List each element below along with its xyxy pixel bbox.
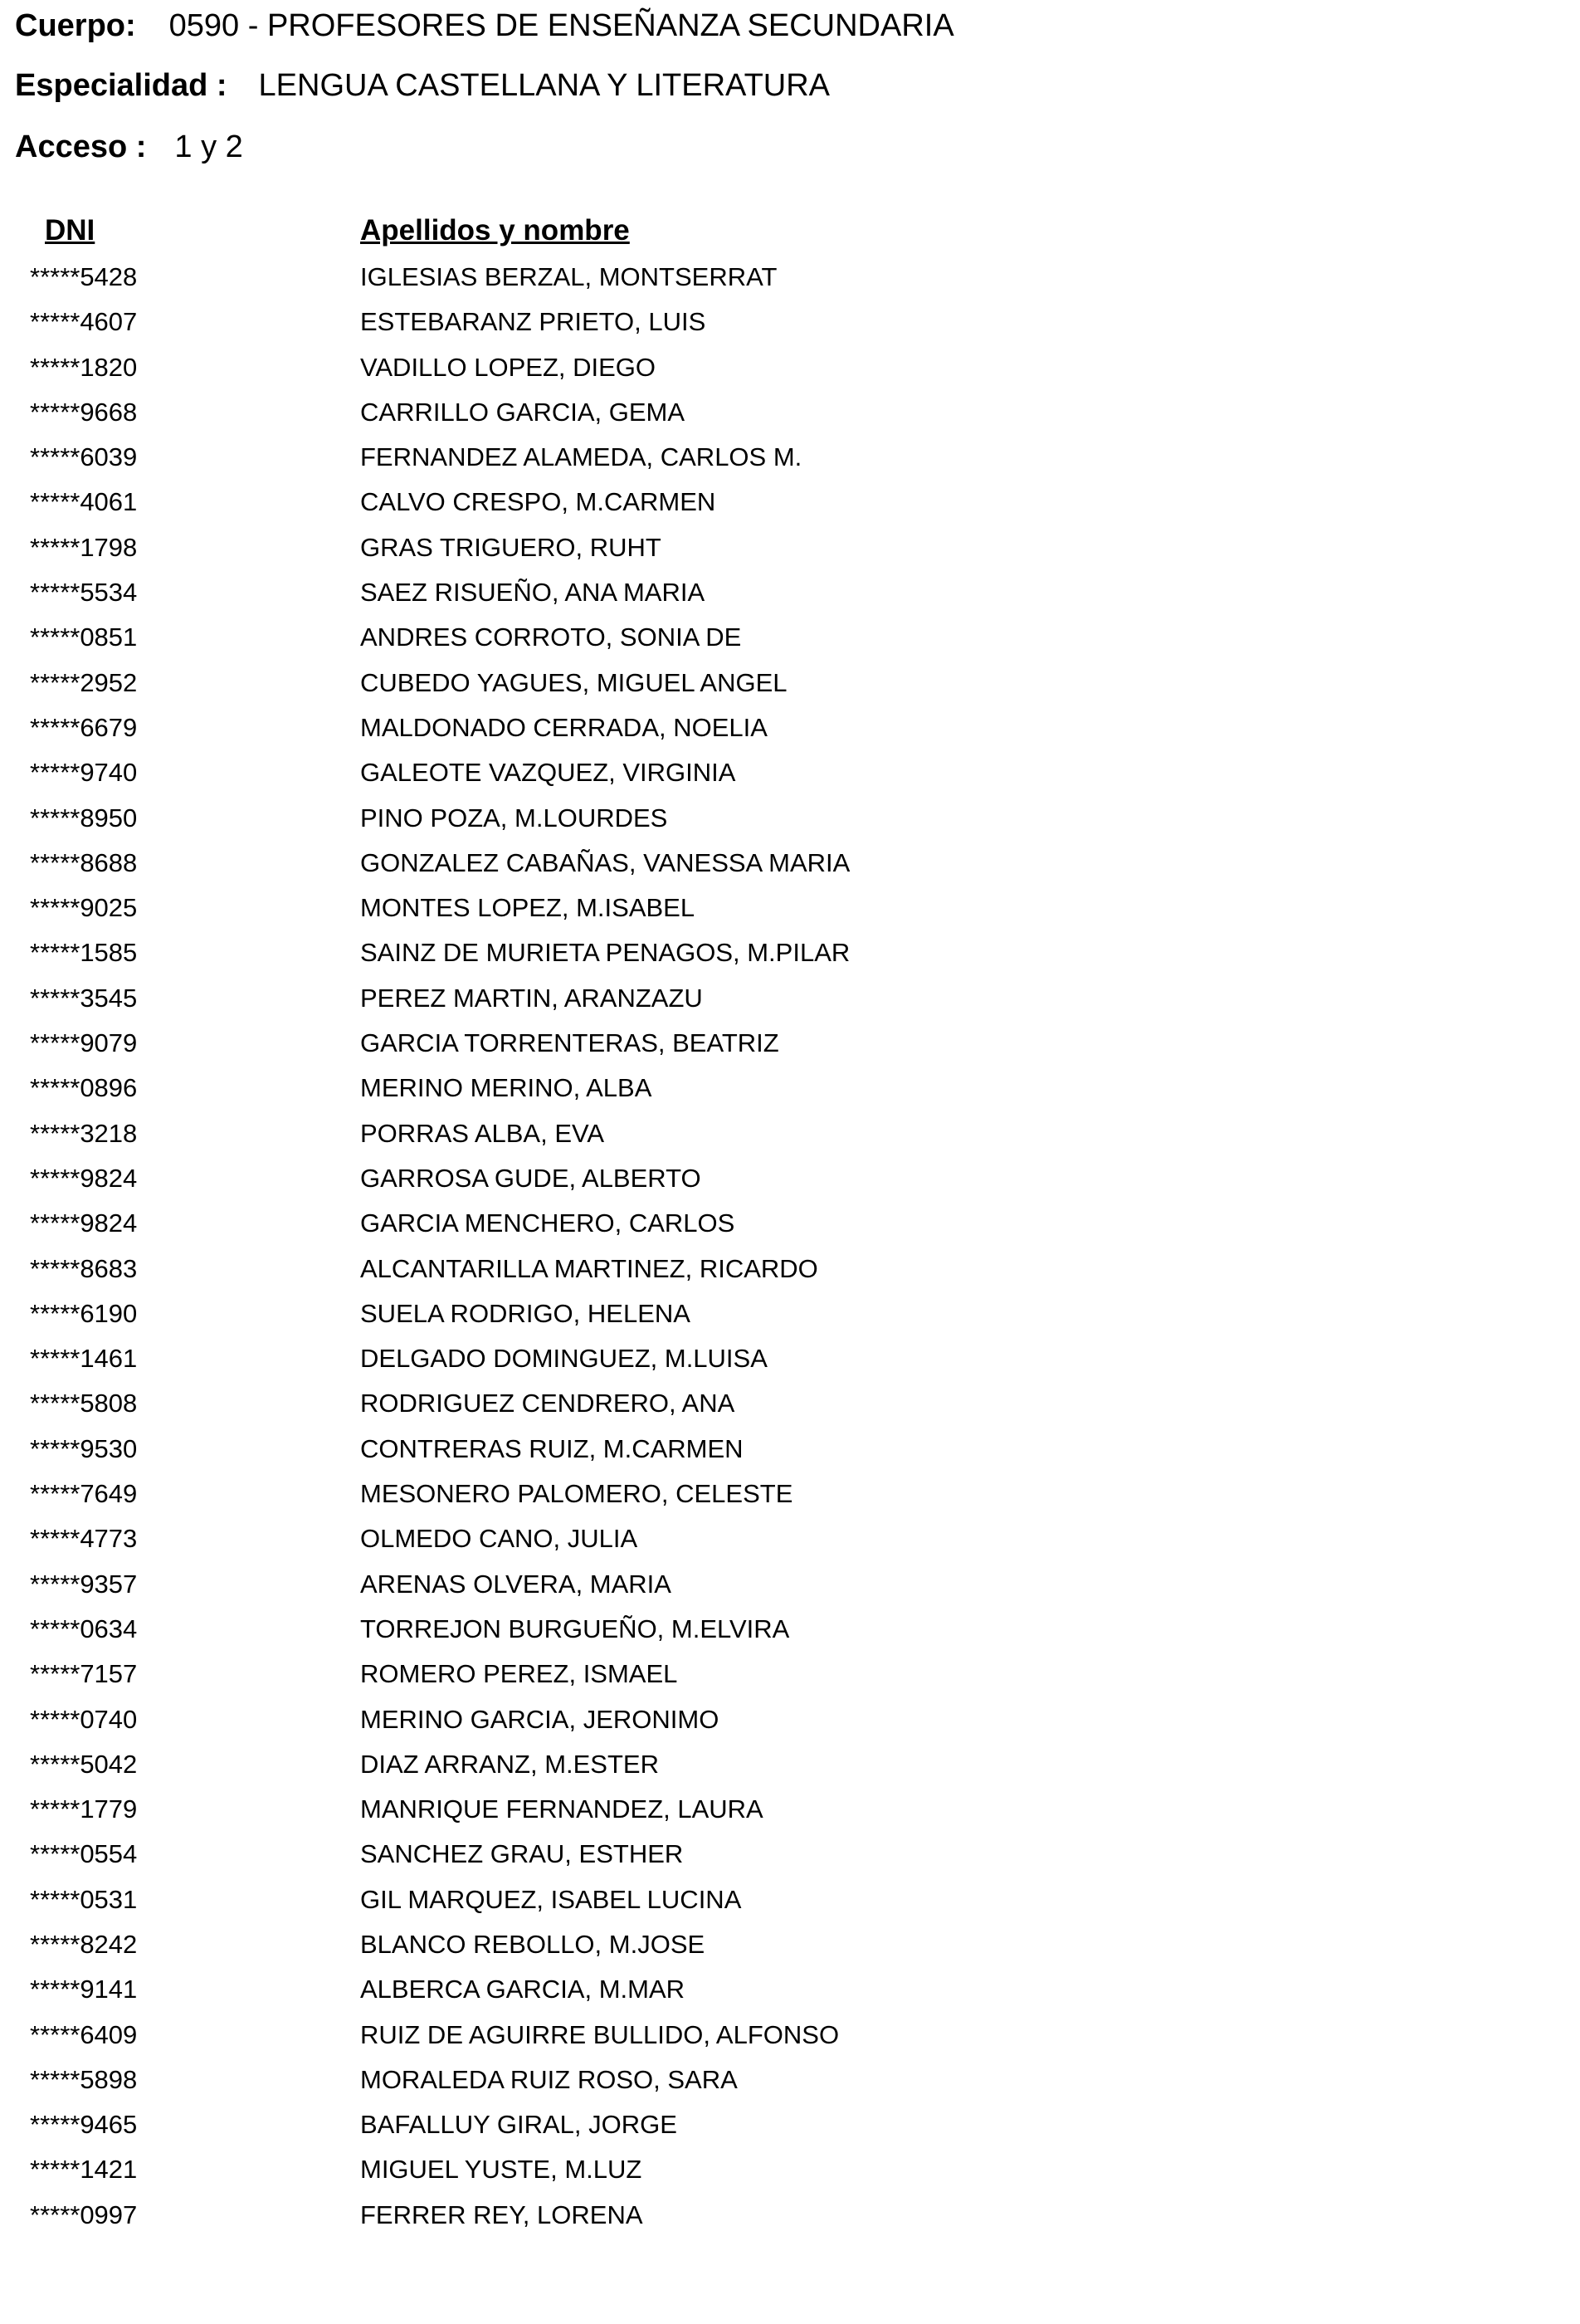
row-name: SAINZ DE MURIETA PENAGOS, M.PILAR bbox=[360, 938, 851, 968]
row-dni: *****9824 bbox=[30, 1163, 138, 1193]
row-dni: *****7157 bbox=[30, 1659, 138, 1689]
table-row bbox=[0, 802, 1580, 847]
table-row bbox=[0, 1162, 1580, 1207]
row-dni: *****6039 bbox=[30, 442, 138, 472]
row-name: BAFALLUY GIRAL, JORGE bbox=[360, 2110, 677, 2140]
row-name: GIL MARQUEZ, ISABEL LUCINA bbox=[360, 1884, 742, 1914]
table-row bbox=[0, 576, 1580, 621]
row-name: BLANCO REBOLLO, M.JOSE bbox=[360, 1929, 705, 1959]
table-row bbox=[0, 261, 1580, 305]
table-row bbox=[0, 1973, 1580, 2018]
row-dni: *****0851 bbox=[30, 622, 138, 652]
table-row bbox=[0, 441, 1580, 486]
row-dni: *****9025 bbox=[30, 893, 138, 923]
table-row bbox=[0, 351, 1580, 396]
table-row bbox=[0, 982, 1580, 1027]
table-row bbox=[0, 936, 1580, 981]
cuerpo-value: 0590 - PROFESORES DE ENSEÑANZA SECUNDARIA bbox=[168, 8, 954, 43]
table-row bbox=[0, 621, 1580, 666]
row-dni: *****5428 bbox=[30, 262, 138, 291]
table-row bbox=[0, 891, 1580, 936]
row-name: OLMEDO CANO, JULIA bbox=[360, 1524, 638, 1554]
row-name: CARRILLO GARCIA, GEMA bbox=[360, 397, 685, 427]
row-dni: *****9079 bbox=[30, 1028, 138, 1058]
row-name: IGLESIAS BERZAL, MONTSERRAT bbox=[360, 262, 778, 291]
table-row bbox=[0, 1027, 1580, 1072]
row-dni: *****8950 bbox=[30, 803, 138, 832]
table-row bbox=[0, 1117, 1580, 1162]
row-name: CUBEDO YAGUES, MIGUEL ANGEL bbox=[360, 667, 788, 697]
row-name: ESTEBARANZ PRIETO, LUIS bbox=[360, 307, 706, 337]
column-header-name: Apellidos y nombre bbox=[360, 214, 630, 247]
column-header-dni: DNI bbox=[45, 214, 95, 247]
row-name: MESONERO PALOMERO, CELESTE bbox=[360, 1479, 793, 1509]
table-row bbox=[0, 1252, 1580, 1297]
row-name: ALBERCA GARCIA, M.MAR bbox=[360, 1975, 685, 2004]
row-dni: *****8688 bbox=[30, 847, 138, 877]
row-dni: *****6679 bbox=[30, 712, 138, 742]
row-dni: *****5808 bbox=[30, 1389, 138, 1418]
row-dni: *****1779 bbox=[30, 1794, 138, 1824]
row-name: PINO POZA, M.LOURDES bbox=[360, 803, 668, 832]
row-name: MERINO MERINO, ALBA bbox=[360, 1073, 652, 1103]
row-dni: *****8242 bbox=[30, 1929, 138, 1959]
row-dni: *****8683 bbox=[30, 1253, 138, 1283]
row-dni: *****0896 bbox=[30, 1073, 138, 1103]
row-name: GARCIA TORRENTERAS, BEATRIZ bbox=[360, 1028, 779, 1058]
row-name: FERRER REY, LORENA bbox=[360, 2200, 643, 2229]
row-name: GARCIA MENCHERO, CARLOS bbox=[360, 1208, 735, 1238]
row-name: DIAZ ARRANZ, M.ESTER bbox=[360, 1749, 659, 1779]
table-row bbox=[0, 756, 1580, 801]
row-dni: *****4773 bbox=[30, 1524, 138, 1554]
row-name: SANCHEZ GRAU, ESTHER bbox=[360, 1839, 684, 1869]
table-row bbox=[0, 711, 1580, 756]
table-row bbox=[0, 1477, 1580, 1522]
row-dni: *****5042 bbox=[30, 1749, 138, 1779]
row-name: RUIZ DE AGUIRRE BULLIDO, ALFONSO bbox=[360, 2019, 840, 2049]
acceso-value: 1 y 2 bbox=[174, 129, 243, 164]
row-name: FERNANDEZ ALAMEDA, CARLOS M. bbox=[360, 442, 802, 472]
row-name: GONZALEZ CABAÑAS, VANESSA MARIA bbox=[360, 847, 851, 877]
candidate-list bbox=[0, 261, 1580, 2243]
row-dni: *****3218 bbox=[30, 1118, 138, 1148]
table-row bbox=[0, 1613, 1580, 1658]
row-name: VADILLO LOPEZ, DIEGO bbox=[360, 352, 656, 382]
acceso-label: Acceso : bbox=[15, 129, 147, 164]
row-dni: *****9465 bbox=[30, 2110, 138, 2140]
acceso-line bbox=[15, 128, 243, 166]
row-name: ARENAS OLVERA, MARIA bbox=[360, 1569, 671, 1599]
row-name: RODRIGUEZ CENDRERO, ANA bbox=[360, 1389, 735, 1418]
row-name: ALCANTARILLA MARTINEZ, RICARDO bbox=[360, 1253, 818, 1283]
row-name: PORRAS ALBA, EVA bbox=[360, 1118, 605, 1148]
row-dni: *****4607 bbox=[30, 307, 138, 337]
especialidad-value: LENGUA CASTELLANA Y LITERATURA bbox=[258, 68, 831, 103]
table-row bbox=[0, 2019, 1580, 2063]
row-name: CALVO CRESPO, M.CARMEN bbox=[360, 487, 716, 517]
row-dni: *****3545 bbox=[30, 983, 138, 1013]
row-name: DELGADO DOMINGUEZ, M.LUISA bbox=[360, 1344, 768, 1374]
row-dni: *****9668 bbox=[30, 397, 138, 427]
table-row bbox=[0, 1522, 1580, 1567]
row-dni: *****5534 bbox=[30, 578, 138, 608]
table-row bbox=[0, 1207, 1580, 1252]
row-dni: *****1585 bbox=[30, 938, 138, 968]
row-dni: *****2952 bbox=[30, 667, 138, 697]
table-row bbox=[0, 666, 1580, 711]
especialidad-line bbox=[15, 66, 830, 105]
row-dni: *****0554 bbox=[30, 1839, 138, 1869]
row-dni: *****0634 bbox=[30, 1614, 138, 1643]
row-dni: *****9141 bbox=[30, 1975, 138, 2004]
table-row bbox=[0, 1658, 1580, 1702]
row-dni: *****9530 bbox=[30, 1433, 138, 1463]
row-dni: *****1820 bbox=[30, 352, 138, 382]
table-row bbox=[0, 1433, 1580, 1477]
row-name: MALDONADO CERRADA, NOELIA bbox=[360, 712, 768, 742]
table-row bbox=[0, 847, 1580, 891]
table-row bbox=[0, 2153, 1580, 2198]
table-row bbox=[0, 1297, 1580, 1342]
table-row bbox=[0, 1387, 1580, 1432]
row-name: MONTES LOPEZ, M.ISABEL bbox=[360, 893, 695, 923]
table-row bbox=[0, 305, 1580, 350]
cuerpo-line bbox=[15, 7, 954, 45]
row-dni: *****6190 bbox=[30, 1298, 138, 1328]
row-dni: *****1461 bbox=[30, 1344, 138, 1374]
row-name: MERINO GARCIA, JERONIMO bbox=[360, 1704, 719, 1734]
row-name: PEREZ MARTIN, ARANZAZU bbox=[360, 983, 703, 1013]
row-name: MANRIQUE FERNANDEZ, LAURA bbox=[360, 1794, 763, 1824]
row-name: GRAS TRIGUERO, RUHT bbox=[360, 532, 661, 562]
row-dni: *****7649 bbox=[30, 1479, 138, 1509]
row-name: GALEOTE VAZQUEZ, VIRGINIA bbox=[360, 758, 736, 788]
table-row bbox=[0, 1342, 1580, 1387]
row-name: SUELA RODRIGO, HELENA bbox=[360, 1298, 690, 1328]
cuerpo-label: Cuerpo: bbox=[15, 8, 136, 43]
row-dni: *****0531 bbox=[30, 1884, 138, 1914]
row-dni: *****9824 bbox=[30, 1208, 138, 1238]
row-name: MIGUEL YUSTE, M.LUZ bbox=[360, 2155, 642, 2185]
table-row bbox=[0, 1748, 1580, 1793]
table-row bbox=[0, 2199, 1580, 2243]
table-row bbox=[0, 1793, 1580, 1838]
table-row bbox=[0, 1568, 1580, 1613]
row-name: SAEZ RISUEÑO, ANA MARIA bbox=[360, 578, 705, 608]
row-dni: *****1798 bbox=[30, 532, 138, 562]
row-dni: *****4061 bbox=[30, 487, 138, 517]
table-row bbox=[0, 396, 1580, 441]
row-name: ANDRES CORROTO, SONIA DE bbox=[360, 622, 742, 652]
row-dni: *****5898 bbox=[30, 2064, 138, 2094]
table-row bbox=[0, 1928, 1580, 1973]
especialidad-label: Especialidad : bbox=[15, 68, 227, 103]
table-row bbox=[0, 2108, 1580, 2153]
row-dni: *****9357 bbox=[30, 1569, 138, 1599]
row-dni: *****0740 bbox=[30, 1704, 138, 1734]
table-row bbox=[0, 486, 1580, 530]
row-dni: *****6409 bbox=[30, 2019, 138, 2049]
row-name: CONTRERAS RUIZ, M.CARMEN bbox=[360, 1433, 744, 1463]
table-row bbox=[0, 1883, 1580, 1928]
row-dni: *****9740 bbox=[30, 758, 138, 788]
table-row bbox=[0, 531, 1580, 576]
table-row bbox=[0, 2063, 1580, 2108]
row-dni: *****0997 bbox=[30, 2200, 138, 2229]
row-name: ROMERO PEREZ, ISMAEL bbox=[360, 1659, 678, 1689]
table-row bbox=[0, 1838, 1580, 1882]
row-name: MORALEDA RUIZ ROSO, SARA bbox=[360, 2064, 738, 2094]
row-dni: *****1421 bbox=[30, 2155, 138, 2185]
row-name: TORREJON BURGUEÑO, M.ELVIRA bbox=[360, 1614, 790, 1643]
row-name: GARROSA GUDE, ALBERTO bbox=[360, 1163, 701, 1193]
table-row bbox=[0, 1703, 1580, 1748]
table-row bbox=[0, 1072, 1580, 1116]
